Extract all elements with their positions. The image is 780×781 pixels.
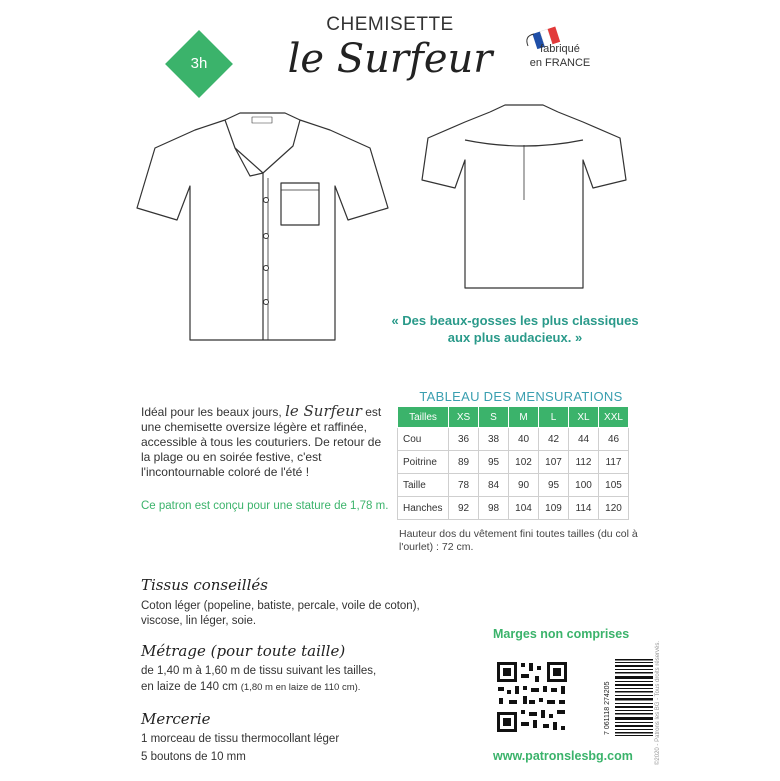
intro-paragraph [141, 404, 391, 480]
table-header-cell: XS [449, 407, 479, 428]
tissus-title: Tissus conseillés [141, 576, 268, 594]
made-line1: fabriqué [540, 43, 580, 55]
metrage-title: Métrage (pour toute taille) [141, 642, 346, 660]
intro-after: est une chemisette oversize légère et raffinée, accessible à tous les couturiers. De retour de la plage ou en soirée festive, c'est l'incontournable coloré de l'été ! [141, 405, 382, 479]
table-header-cell: S [479, 407, 509, 428]
table-cell: 36 [449, 428, 479, 451]
table-row [398, 474, 629, 497]
table-row [398, 428, 629, 451]
duration-badge [163, 28, 235, 100]
table-cell: 78 [449, 474, 479, 497]
metrage-body2: en laize de 140 cm [141, 681, 238, 693]
table-cell: 114 [569, 497, 599, 520]
table-cell: 100 [569, 474, 599, 497]
table-cell: 92 [449, 497, 479, 520]
made-in-france-text [520, 42, 600, 70]
title-script: le Surfeur [287, 36, 493, 82]
table-title: TABLEAU DES MENSURATIONS [419, 389, 623, 404]
table-cell: 89 [449, 451, 479, 474]
table-cell: Poitrine [398, 451, 449, 474]
table-cell: Cou [398, 428, 449, 451]
table-cell: 105 [599, 474, 629, 497]
table-cell: 112 [569, 451, 599, 474]
mercerie-body1: 1 morceau de tissu thermocollant léger [141, 733, 340, 745]
tagline-quote: « Des beaux-gosses les plus classiques aux plus audacieux. » [391, 313, 639, 345]
shirt-front-illustration [135, 108, 395, 348]
mercerie-body2: 5 boutons de 10 mm [141, 751, 246, 763]
table-header-cell: XL [569, 407, 599, 428]
qr-code-icon [495, 660, 569, 734]
table-cell: 104 [509, 497, 539, 520]
barcode-icon [615, 659, 653, 736]
table-header-cell: M [509, 407, 539, 428]
table-cell: Hanches [398, 497, 449, 520]
table-cell: 98 [479, 497, 509, 520]
table-cell: 95 [479, 451, 509, 474]
intro-before: Idéal pour les beaux jours, [141, 405, 286, 419]
copyright-vertical: ©2020 - Patrons les BG - Tous droits réservés. [655, 640, 661, 765]
size-table [397, 406, 629, 520]
table-cell: 38 [479, 428, 509, 451]
marges-note: Marges non comprises [493, 627, 630, 641]
table-row [398, 451, 629, 474]
table-cell: 40 [509, 428, 539, 451]
height-note: Hauteur dos du vêtement fini toutes tailles (du col à l'ourlet) : 72 cm. [399, 528, 638, 553]
stature-note: Ce patron est conçu pour une stature de 1,78 m. [141, 500, 389, 512]
table-cell: Taille [398, 474, 449, 497]
title-small: CHEMISETTE [326, 14, 454, 35]
barcode-block [603, 659, 653, 736]
table-header-cell: XXL [599, 407, 629, 428]
intro-script-name: le Surfeur [285, 402, 362, 420]
barcode-digits: 7 061118 274205 [604, 681, 611, 735]
table-cell: 95 [539, 474, 569, 497]
tissus-body: Coton léger (popeline, batiste, percale, voile de coton), viscose, lin léger, soie. [141, 600, 420, 627]
table-cell: 107 [539, 451, 569, 474]
table-row [398, 497, 629, 520]
table-cell: 46 [599, 428, 629, 451]
table-cell: 44 [569, 428, 599, 451]
duration-label: 3h [190, 55, 208, 72]
table-cell: 109 [539, 497, 569, 520]
mercerie-title: Mercerie [141, 710, 211, 728]
table-header-cell: Tailles [398, 407, 449, 428]
table-cell: 102 [509, 451, 539, 474]
made-line2: en FRANCE [529, 57, 591, 69]
metrage-body2-line [141, 680, 431, 695]
metrage-body3: (1,80 m en laize de 110 cm). [240, 682, 361, 693]
shirt-back-illustration [420, 100, 630, 295]
table-cell: 42 [539, 428, 569, 451]
metrage-body1: de 1,40 m à 1,60 m de tissu suivant les tailles, [141, 665, 377, 677]
table-cell: 120 [599, 497, 629, 520]
table-header-cell: L [539, 407, 569, 428]
table-header-row [398, 407, 629, 428]
website-link[interactable]: www.patronslesbg.com [493, 749, 633, 763]
table-cell: 90 [509, 474, 539, 497]
table-cell: 117 [599, 451, 629, 474]
table-cell: 84 [479, 474, 509, 497]
